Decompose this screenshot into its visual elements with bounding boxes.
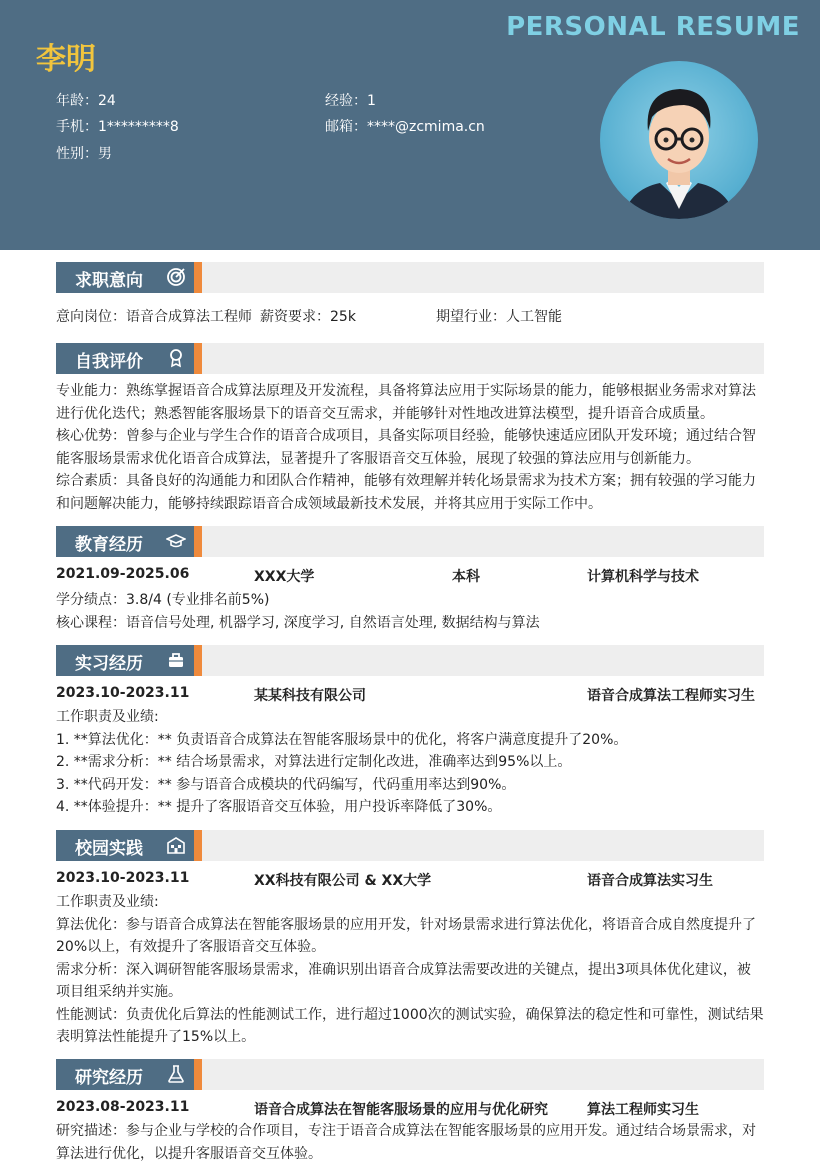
edu-major: 计算机科学与技术 — [587, 569, 699, 585]
section-header-education — [56, 526, 764, 557]
research-topic: 语音合成算法在智能客服场景的应用与优化研究 — [254, 1102, 548, 1118]
intern-role: 语音合成算法工程师实习生 — [587, 688, 755, 704]
campus-duties — [56, 891, 764, 1049]
research-date: 2023.08-2023.11 — [56, 1099, 190, 1115]
candidate-name: 李明 — [36, 42, 96, 77]
campus-role: 语音合成算法实习生 — [587, 873, 713, 889]
campus-duty-item: 算法优化：参与语音合成算法在智能客服场景的应用开发，针对场景需求进行算法优化，将语音合成自然度提升了20%以上，有效提升了客服语音交互体验。 — [56, 916, 756, 955]
campus-org: XX科技有限公司 & XX大学 — [254, 873, 432, 889]
resume-title: PERSONAL RESUME — [506, 12, 800, 42]
phone-field: 手机：1*********8 — [56, 119, 179, 135]
avatar-photo — [600, 61, 758, 219]
section-header-campus — [56, 830, 764, 861]
self-eval-strengths: 核心优势：曾参与企业与学生合作的语音合成项目，具备实际项目经验，能够快速适应团队开发环境；通过结合智能客服场景需求优化语音合成算法，显著提升了客服语音交互体验，展现了较强的算法应用与创新能力。 — [56, 428, 756, 467]
target-icon — [166, 267, 186, 287]
intern-duty-item: 1. **算法优化：** 负责语音合成算法在智能客服场景中的优化，将客户满意度提升了20%。 — [56, 731, 628, 748]
section-accent-bar — [194, 645, 202, 676]
award-icon — [166, 348, 186, 368]
section-title: 研究经历 — [75, 1068, 143, 1088]
edu-school: XXX大学 — [254, 569, 315, 585]
intent-industry: 期望行业：人工智能 — [436, 309, 562, 325]
section-header-internship — [56, 645, 764, 676]
intern-duty-item: 3. **代码开发：** 参与语音合成模块的代码编写，代码重用率达到90%。 — [56, 776, 516, 793]
campus-duty-item: 性能测试：负责优化后算法的性能测试工作，进行超过1000次的测试实验，确保算法的稳定性和可靠性，测试结果表明算法性能提升了15%以上。 — [56, 1006, 764, 1045]
graduation-cap-icon — [166, 531, 186, 551]
self-eval-quality: 综合素质：具备良好的沟通能力和团队合作精神，能够有效理解并转化场景需求为技术方案；拥有较强的学习能力和问题解决能力，能够持续跟踪语音合成领域最新技术发展，并将其应用于实际工作中。 — [56, 473, 756, 512]
gender-field: 性别：男 — [56, 146, 112, 162]
research-description: 研究描述：参与企业与学校的合作项目，专注于语音合成算法在智能客服场景的应用开发。通过结合场景需求，对算法进行优化，以提升客服语音交互体验。 — [56, 1123, 756, 1162]
section-header-intent — [56, 262, 764, 293]
intent-position: 意向岗位：语音合成算法工程师 — [56, 309, 252, 325]
edu-gpa: 学分绩点：3.8/4 (专业排名前5%) — [56, 592, 270, 608]
self-eval-professional: 专业能力：熟练掌握语音合成算法原理及开发流程，具备将算法应用于实际场景的能力，能够根据业务需求对算法进行优化迭代；熟悉智能客服场景下的语音交互需求，并能够针对性地改进算法模型，提升语音合成质量。 — [56, 383, 756, 422]
section-accent-bar — [194, 343, 202, 374]
intern-duties — [56, 706, 764, 819]
edu-degree: 本科 — [452, 569, 480, 585]
intern-company: 某某科技有限公司 — [254, 688, 366, 704]
section-title: 实习经历 — [75, 654, 143, 674]
campus-date: 2023.10-2023.11 — [56, 870, 190, 886]
intern-date: 2023.10-2023.11 — [56, 685, 190, 701]
section-header-research — [56, 1059, 764, 1090]
section-accent-bar — [194, 1059, 202, 1090]
section-header-self-evaluation — [56, 343, 764, 374]
header-banner — [0, 0, 820, 250]
section-accent-bar — [194, 526, 202, 557]
edu-courses: 核心课程：语音信号处理, 机器学习, 深度学习, 自然语言处理, 数据结构与算法 — [56, 615, 540, 631]
briefcase-icon — [166, 650, 186, 670]
campus-duty-item: 需求分析：深入调研智能客服场景需求，准确识别出语音合成算法需要改进的关键点，提出3项具体优化建议，被项目组采纳并实施。 — [56, 961, 751, 1000]
email-field: 邮箱：****@zcmima.cn — [325, 119, 485, 135]
building-icon — [166, 835, 186, 855]
intent-salary: 薪资要求：25k — [260, 309, 356, 325]
intern-duty-item: 4. **体验提升：** 提升了客服语音交互体验，用户投诉率降低了30%。 — [56, 799, 502, 815]
self-evaluation-text — [56, 380, 764, 515]
age-field: 年龄：24 — [56, 93, 116, 109]
edu-date: 2021.09-2025.06 — [56, 566, 190, 582]
campus-duties-heading: 工作职责及业绩: — [56, 894, 159, 910]
intern-duty-item: 2. **需求分析：** 结合场景需求，对算法进行定制化改进，准确率达到95%以上。 — [56, 754, 572, 770]
intern-duties-heading: 工作职责及业绩: — [56, 709, 159, 725]
section-accent-bar — [194, 830, 202, 861]
experience-field: 经验：1 — [325, 93, 376, 109]
research-role: 算法工程师实习生 — [587, 1102, 699, 1118]
section-title: 自我评价 — [75, 352, 143, 372]
section-title: 校园实践 — [75, 839, 143, 859]
section-title: 教育经历 — [75, 535, 143, 555]
section-accent-bar — [194, 262, 202, 293]
section-title: 求职意向 — [75, 271, 143, 291]
flask-icon — [166, 1064, 186, 1084]
